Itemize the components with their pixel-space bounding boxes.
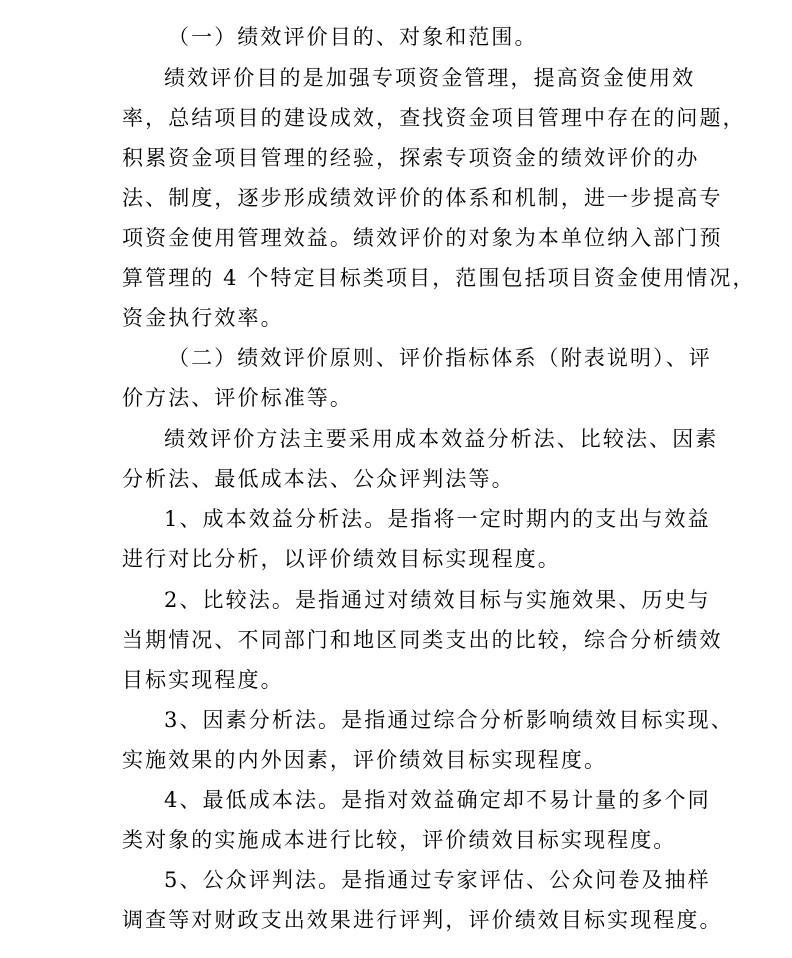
list-item-2-continued: 当期情况、不同部门和地区同类支出的比较，综合分析绩效 bbox=[122, 628, 723, 652]
paragraph-line: 法、制度，逐步形成绩效评价的体系和机制，进一步提高专 bbox=[122, 186, 723, 210]
paragraph-line: 算管理的 4 个特定目标类项目，范围包括项目资金使用情况， bbox=[122, 266, 756, 290]
list-item-1-continued: 进行对比分析，以评价绩效目标实现程度。 bbox=[122, 547, 561, 571]
section-heading-1: （一）绩效评价目的、对象和范围。 bbox=[168, 25, 538, 49]
paragraph-line: 分析法、最低成本法、公众评判法等。 bbox=[122, 467, 515, 491]
list-item-4: 4、最低成本法。是指对效益确定却不易计量的多个同 bbox=[164, 788, 711, 812]
paragraph-line: 积累资金项目管理的经验，探索专项资金的绩效评价的办 bbox=[122, 146, 700, 170]
paragraph-line: 资金执行效率。 bbox=[122, 306, 284, 330]
list-item-3: 3、因素分析法。是指通过综合分析影响绩效目标实现、 bbox=[164, 708, 734, 732]
list-item-2-continued: 目标实现程度。 bbox=[122, 668, 284, 692]
paragraph-line: 绩效评价目的是加强专项资金管理，提高资金使用效 bbox=[164, 66, 696, 90]
list-item-3-continued: 实施效果的内外因素，评价绩效目标实现程度。 bbox=[122, 748, 608, 772]
list-item-5: 5、公众评判法。是指通过专家评估、公众问卷及抽样 bbox=[164, 868, 711, 892]
section-heading-2: （二）绩效评价原则、评价指标体系（附表说明）、评 bbox=[168, 346, 712, 370]
paragraph-line: 项资金使用管理效益。绩效评价的对象为本单位纳入部门预 bbox=[122, 226, 723, 250]
section-heading-2-continued: 价方法、评价标准等。 bbox=[122, 386, 353, 410]
list-item-1: 1、成本效益分析法。是指将一定时期内的支出与效益 bbox=[164, 507, 711, 531]
list-item-4-continued: 类对象的实施成本进行比较，评价绩效目标实现程度。 bbox=[122, 828, 677, 852]
paragraph-line: 绩效评价方法主要采用成本效益分析法、比较法、因素 bbox=[164, 427, 719, 451]
list-item-5-continued: 调查等对财政支出效果进行评判，评价绩效目标实现程度。 bbox=[122, 908, 723, 932]
list-item-2: 2、比较法。是指通过对绩效目标与实施效果、历史与 bbox=[164, 588, 711, 612]
paragraph-line: 率，总结项目的建设成效，查找资金项目管理中存在的问题， bbox=[122, 106, 746, 130]
